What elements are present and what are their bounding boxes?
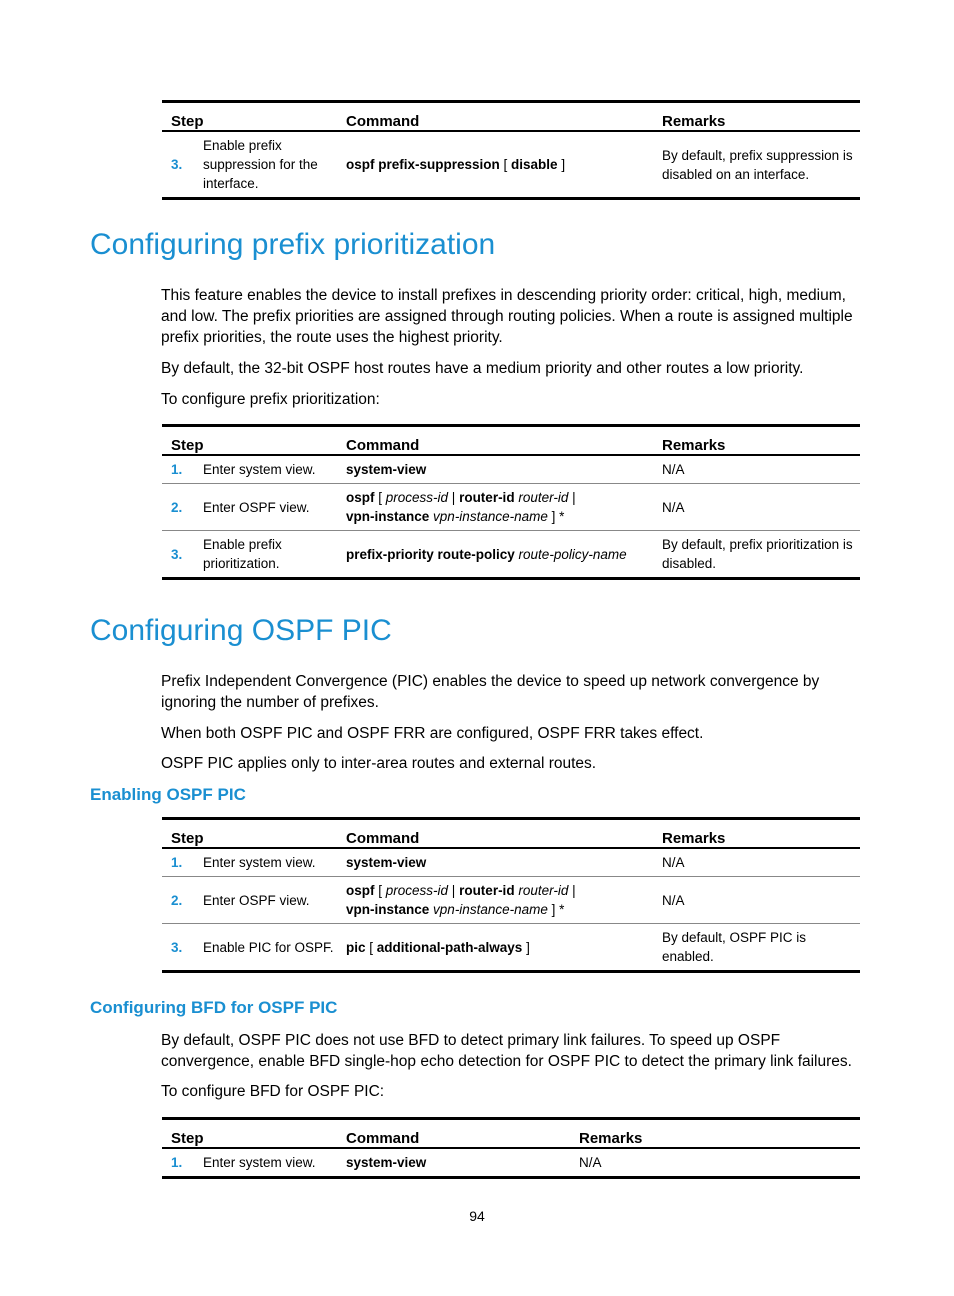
table-row xyxy=(162,484,860,531)
step-description: Enable prefix prioritization. xyxy=(203,531,346,579)
paragraph-prefix-priority-lead: To configure prefix prioritization: xyxy=(161,391,380,408)
command-punctuation: | xyxy=(568,883,576,898)
header-remarks: Remarks xyxy=(579,1119,860,1149)
header-command: Command xyxy=(346,102,662,132)
table-row xyxy=(162,848,860,877)
table-row xyxy=(162,877,860,924)
command-syntax xyxy=(346,877,662,924)
command-keyword: system-view xyxy=(346,1155,427,1170)
command-keyword: ospf xyxy=(346,883,375,898)
step-number: 1. xyxy=(162,455,203,484)
step-number: 1. xyxy=(162,848,203,877)
command-punctuation: | xyxy=(568,490,576,505)
step-description: Enable PIC for OSPF. xyxy=(203,924,346,972)
command-keyword: system-view xyxy=(346,462,427,477)
table-row xyxy=(162,924,860,972)
page-number: 94 xyxy=(469,1208,485,1224)
header-command: Command xyxy=(346,426,662,456)
step-number: 1. xyxy=(162,1148,203,1178)
table-header-row xyxy=(162,819,860,849)
command-keyword: disable xyxy=(511,157,558,172)
table-row xyxy=(162,455,860,484)
table-enabling-pic xyxy=(162,817,860,973)
table-row xyxy=(162,531,860,579)
command-punctuation: [ xyxy=(365,939,377,955)
command-punctuation: | xyxy=(448,883,460,898)
remarks-text: By default, prefix suppression is disabled on an interface. xyxy=(662,131,860,199)
command-keyword: vpn-instance xyxy=(346,902,430,917)
command-syntax xyxy=(346,484,662,531)
command-keyword: pic xyxy=(346,939,366,955)
step-number: 3. xyxy=(162,131,203,199)
command-punctuation: [ xyxy=(374,490,386,505)
paragraph-bfd-intro: By default, OSPF PIC does not use BFD to detect primary link failures. To speed up OSPF convergence, enable BFD single-hop echo detection for OSPF PIC to detect the primary link failures. xyxy=(161,1032,852,1070)
command-punctuation: ] * xyxy=(547,509,565,524)
paragraph-bfd-lead: To configure BFD for OSPF PIC: xyxy=(161,1083,385,1100)
step-number: 3. xyxy=(162,924,203,972)
command-argument: vpn-instance-name xyxy=(433,509,548,524)
step-description: Enter system view. xyxy=(203,848,346,877)
table-bfd-pic xyxy=(162,1117,860,1179)
subsection-title-bfd-pic: Configuring BFD for OSPF PIC xyxy=(90,998,338,1017)
step-description: Enter system view. xyxy=(203,1148,346,1178)
command-syntax xyxy=(346,848,662,877)
command-punctuation: ] xyxy=(522,939,530,955)
section-title-prefix-prioritization: Configuring prefix prioritization xyxy=(90,228,496,261)
command-keyword: router-id xyxy=(459,883,515,898)
header-remarks: Remarks xyxy=(662,819,860,849)
command-syntax xyxy=(346,131,662,199)
step-number: 2. xyxy=(162,877,203,924)
command-punctuation: | xyxy=(448,490,460,505)
command-keyword: prefix-priority route-policy xyxy=(346,546,515,562)
command-syntax xyxy=(346,455,662,484)
table-row xyxy=(162,1148,860,1178)
paragraph-pic-intro: Prefix Independent Convergence (PIC) enables the device to speed up network convergence by ignoring the number of prefixes. xyxy=(161,673,820,711)
command-argument: route-policy-name xyxy=(518,546,627,562)
remarks-text: N/A xyxy=(662,484,860,531)
header-step: Step xyxy=(162,819,346,849)
table-prefix-suppression xyxy=(162,100,860,200)
paragraph-pic-scope: OSPF PIC applies only to inter-area routes and external routes. xyxy=(161,755,597,772)
remarks-text: N/A xyxy=(662,877,860,924)
step-description: Enter OSPF view. xyxy=(203,877,346,924)
command-punctuation: ] * xyxy=(547,902,565,917)
paragraph-prefix-priority-default: By default, the 32-bit OSPF host routes have a medium priority and other routes a low priority. xyxy=(161,360,804,377)
header-step: Step xyxy=(162,1119,346,1149)
command-keyword: additional-path-always xyxy=(376,939,523,955)
command-keyword: ospf prefix-suppression xyxy=(346,157,500,172)
remarks-text: N/A xyxy=(662,455,860,484)
paragraph-prefix-priority-intro: This feature enables the device to install prefixes in descending priority order: critical, high, medium, and low. The prefix priorities are assigned through routing policies. When a route is assigned multiple prefix priorities, the route uses the highest priority. xyxy=(161,287,853,346)
remarks-text: By default, OSPF PIC is enabled. xyxy=(662,924,860,972)
step-description: Enter OSPF view. xyxy=(203,484,346,531)
table-header-row xyxy=(162,1119,860,1149)
header-step: Step xyxy=(162,426,346,456)
command-argument: router-id xyxy=(518,883,569,898)
command-argument: process-id xyxy=(385,490,449,505)
command-punctuation: ] xyxy=(557,157,566,172)
step-description: Enter system view. xyxy=(203,455,346,484)
header-step: Step xyxy=(162,102,346,132)
command-syntax xyxy=(346,924,662,972)
header-command: Command xyxy=(346,1119,579,1149)
command-syntax xyxy=(346,1148,579,1178)
command-keyword: router-id xyxy=(459,490,515,505)
header-command: Command xyxy=(346,819,662,849)
command-punctuation: [ xyxy=(499,157,512,172)
command-keyword: vpn-instance xyxy=(346,509,430,524)
table-header-row xyxy=(162,426,860,456)
step-number: 3. xyxy=(162,531,203,579)
section-title-ospf-pic: Configuring OSPF PIC xyxy=(90,614,392,647)
table-row xyxy=(162,131,860,199)
remarks-text: N/A xyxy=(579,1148,860,1178)
remarks-text: By default, prefix prioritization is disabled. xyxy=(662,531,860,579)
command-argument: process-id xyxy=(385,883,449,898)
header-remarks: Remarks xyxy=(662,426,860,456)
command-punctuation: [ xyxy=(374,883,386,898)
step-number: 2. xyxy=(162,484,203,531)
table-header-row xyxy=(162,102,860,132)
header-remarks: Remarks xyxy=(662,102,860,132)
paragraph-pic-frr: When both OSPF PIC and OSPF FRR are configured, OSPF FRR takes effect. xyxy=(161,725,704,742)
subsection-title-enabling-pic: Enabling OSPF PIC xyxy=(90,785,246,804)
command-keyword: ospf xyxy=(346,490,375,505)
table-prefix-prioritization xyxy=(162,424,860,580)
command-argument: vpn-instance-name xyxy=(433,902,548,917)
command-argument: router-id xyxy=(518,490,569,505)
command-syntax xyxy=(346,531,662,579)
command-keyword: system-view xyxy=(346,855,427,870)
remarks-text: N/A xyxy=(662,848,860,877)
step-description: Enable prefix suppression for the interface. xyxy=(203,131,346,199)
